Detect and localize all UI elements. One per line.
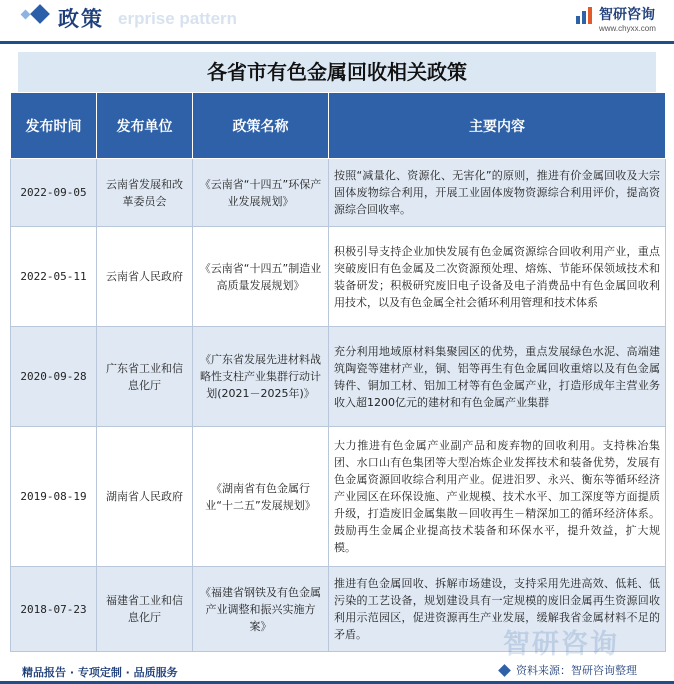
cell-date: 2018-07-23 bbox=[11, 567, 97, 652]
diamond-bullet-icon bbox=[30, 4, 50, 24]
header-divider bbox=[0, 41, 674, 44]
footer-source: 资料来源：智研咨询整理 bbox=[516, 664, 637, 677]
table-title: 各省市有色金属回收相关政策 bbox=[207, 60, 467, 84]
cell-date: 2022-05-11 bbox=[11, 227, 97, 327]
cell-unit: 云南省发展和改革委员会 bbox=[97, 159, 193, 227]
logo-url: www.chyxx.com bbox=[599, 24, 656, 33]
column-header-date: 发布时间 bbox=[11, 93, 97, 159]
cell-policy-name: 《广东省发展先进材料战略性支柱产业集群行动计划(2021－2025年)》 bbox=[193, 327, 329, 427]
table-row bbox=[11, 427, 666, 567]
cell-unit: 云南省人民政府 bbox=[97, 227, 193, 327]
table-row bbox=[11, 159, 666, 227]
footer-slogan: 精品报告 · 专项定制 · 品质服务 bbox=[22, 666, 178, 679]
column-header-content: 主要内容 bbox=[329, 93, 666, 159]
cell-content: 推进有色金属回收、拆解市场建设，支持采用先进高效、低耗、低污染的工艺设备，规划建设具有一定规模的废旧金属再生资源回收利用示范园区，促进资源再生产业发展，缓解我省金属材料不足的矛盾。 bbox=[329, 567, 666, 652]
cell-date: 2022-09-05 bbox=[11, 159, 97, 227]
brand-logo[interactable] bbox=[575, 4, 670, 34]
table-header-row bbox=[11, 93, 666, 159]
table-row bbox=[11, 327, 666, 427]
brand-watermark: 智研咨询 bbox=[503, 629, 619, 660]
policy-table bbox=[10, 92, 666, 652]
table-title-band bbox=[18, 52, 656, 92]
cell-unit: 福建省工业和信息化厅 bbox=[97, 567, 193, 652]
cell-content: 大力推进有色金属产业副产品和废弃物的回收利用。支持株冶集团、水口山有色集团等大型冶炼企业发挥技术和装备优势，发展有色金属资源回收综合利用产业。促进汨罗、永兴、衡东等循环经济产业园区在环保设施、产业规模、技术水平、加工深度等方面提质升级，打造废旧金属集散－回收再生－精深加工的循环经济体系。鼓励再生金属企业提高技术装备和环保水平，提升效益，扩大规模。 bbox=[329, 427, 666, 567]
cell-content: 积极引导支持企业加快发展有色金属资源综合回收利用产业，重点突破废旧有色金属及二次资源预处理、熔炼、节能环保领域技术和装备研发；积极研究废旧电子设备及电子消费品中有色金属回收利用技术，以及有色金属全社会循环利用管理和技术体系 bbox=[329, 227, 666, 327]
cell-unit: 湖南省人民政府 bbox=[97, 427, 193, 567]
logo-name: 智研咨询 bbox=[599, 7, 655, 23]
source-bullet-icon bbox=[498, 664, 511, 677]
diamond-decoration-icon bbox=[21, 10, 31, 20]
cell-policy-name: 《湖南省有色金属行业“十二五”发展规划》 bbox=[193, 427, 329, 567]
header-watermark: erprise pattern bbox=[118, 9, 238, 28]
column-header-unit: 发布单位 bbox=[97, 93, 193, 159]
cell-date: 2019-08-19 bbox=[11, 427, 97, 567]
bar-chart-logo-icon bbox=[575, 5, 595, 25]
column-header-name: 政策名称 bbox=[193, 93, 329, 159]
cell-unit: 广东省工业和信息化厅 bbox=[97, 327, 193, 427]
cell-policy-name: 《云南省“十四五”制造业高质量发展规划》 bbox=[193, 227, 329, 327]
page-footer bbox=[0, 654, 674, 684]
cell-content: 充分利用地域原材料集聚园区的优势，重点发展绿色水泥、高端建筑陶瓷等建材产业，铜、铝等再生有色金属回收重熔以及有色金属铸件、铜加工材、铝加工材等有色金属产业，打造形成年主营业务收入超1200亿元的建材和有色金属产业集群 bbox=[329, 327, 666, 427]
table-row bbox=[11, 227, 666, 327]
page-header bbox=[0, 0, 674, 34]
cell-policy-name: 《福建省钢铁及有色金属产业调整和振兴实施方案》 bbox=[193, 567, 329, 652]
section-title: 政策 bbox=[58, 6, 104, 31]
cell-policy-name: 《云南省“十四五”环保产业发展规划》 bbox=[193, 159, 329, 227]
cell-content: 按照“减量化、资源化、无害化”的原则，推进有价金属回收及大宗固体废物综合利用，开展工业固体废物资源综合利用评价，提高资源综合回收率。 bbox=[329, 159, 666, 227]
cell-date: 2020-09-28 bbox=[11, 327, 97, 427]
